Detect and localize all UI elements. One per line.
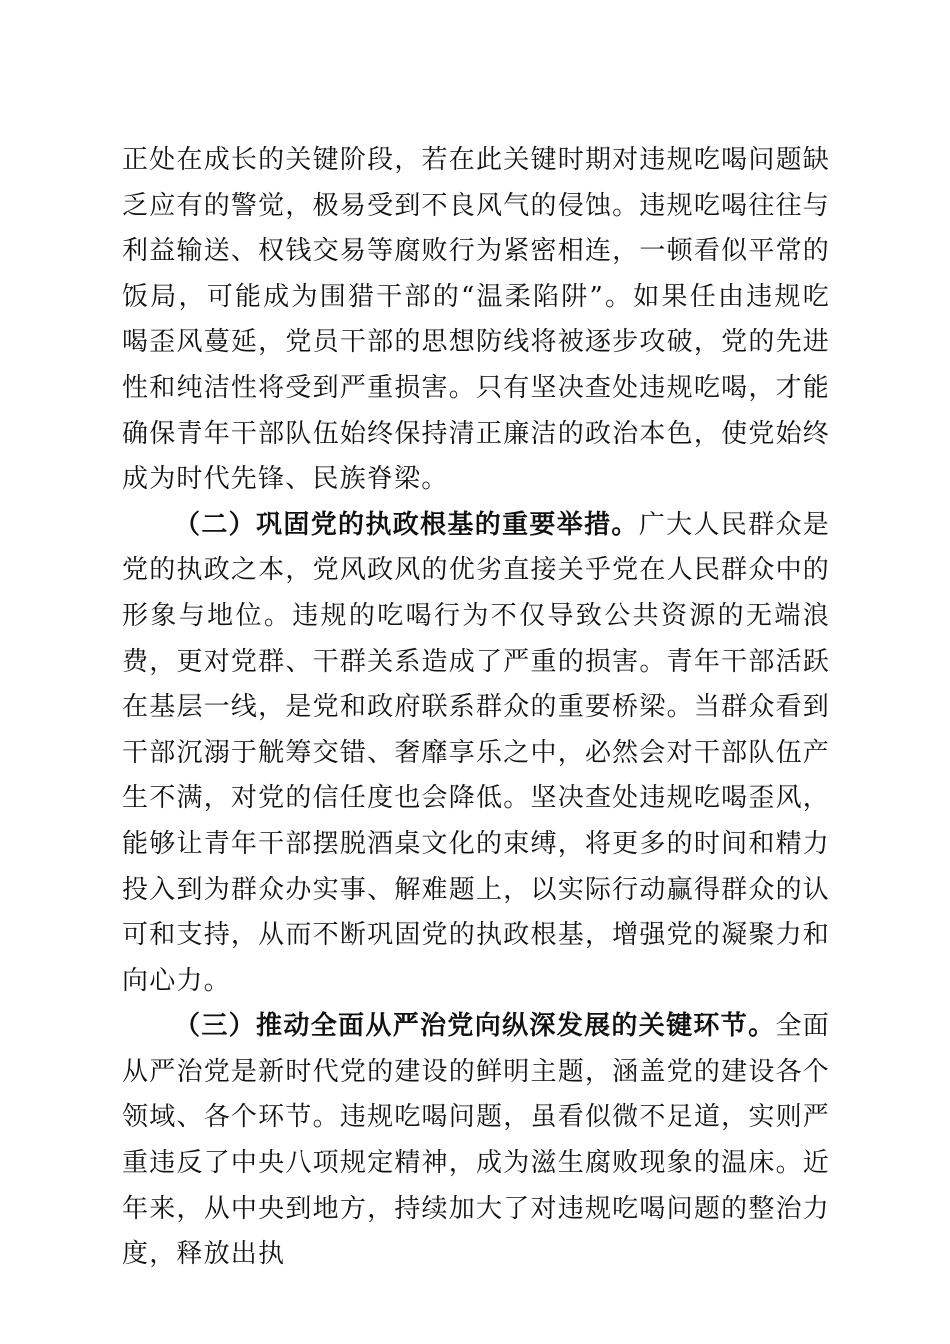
paragraph-text: 正处在成长的关键阶段，若在此关键时期对违规吃喝问题缺乏应有的警觉，极易受到不良风气的侵蚀。违规吃喝往往与利益输送、权钱交易等腐败行为紧密相连，一顿看似平常的饭局，可能成为围猎干部的“温柔陷阱”。如果任由违规吃喝歪风蔓延，党员干部的思想防线将被逐步攻破，党的先进性和纯洁性将受到严重损害。只有坚决查处违规吃喝，才能确保青年干部队伍始终保持清正廉洁的政治本色，使党始终成为时代先锋、民族脊梁。 bbox=[122, 145, 830, 495]
paragraph-section-2 bbox=[122, 503, 830, 1005]
section-heading: （三）推动全面从严治党向纵深发展的关键环节。 bbox=[174, 1011, 776, 1042]
paragraph-continuation bbox=[122, 138, 830, 503]
section-heading: （二）巩固党的执政根基的重要举措。 bbox=[174, 509, 639, 540]
paragraph-section-3 bbox=[122, 1004, 830, 1278]
document-body bbox=[122, 138, 830, 1278]
paragraph-text: 广大人民群众是党的执政之本，党风政风的优劣直接关乎党在人民群众中的形象与地位。违规的吃喝行为不仅导致公共资源的无端浪费，更对党群、干群关系造成了严重的损害。青年干部活跃在基层一线，是党和政府联系群众的重要桥梁。当群众看到干部沉溺于觥筹交错、奢靡享乐之中，必然会对干部队伍产生不满，对党的信任度也会降低。坚决查处违规吃喝歪风，能够让青年干部摆脱酒桌文化的束缚，将更多的时间和精力投入到为群众办实事、解难题上，以实际行动赢得群众的认可和支持，从而不断巩固党的执政根基，增强党的凝聚力和向心力。 bbox=[122, 509, 830, 996]
paragraph-text: 全面从严治党是新时代党的建设的鲜明主题，涵盖党的建设各个领域、各个环节。违规吃喝问题，虽看似微不足道，实则严重违反了中央八项规定精神，成为滋生腐败现象的温床。近年来，从中央到地方，持续加大了对违规吃喝问题的整治力度，释放出执 bbox=[122, 1011, 830, 1270]
